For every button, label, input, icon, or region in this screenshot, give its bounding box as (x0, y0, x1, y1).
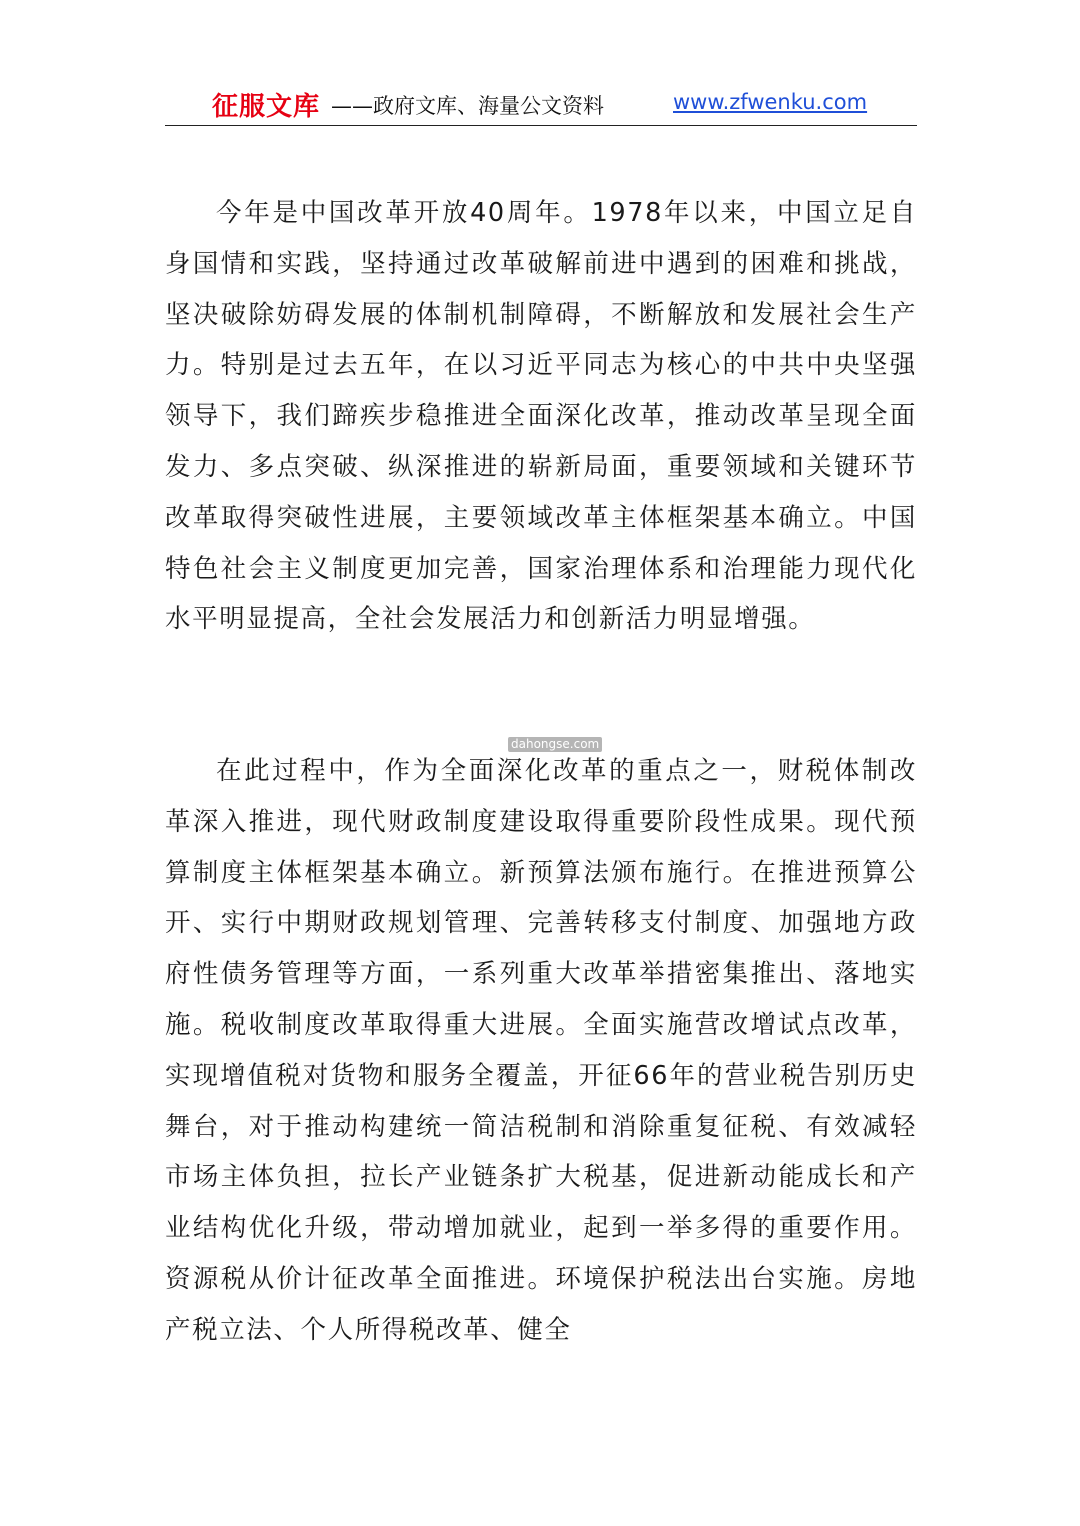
body-paragraph-2: 在此过程中，作为全面深化改革的重点之一，财税体制改革深入推进，现代财政制度建设取得重要阶段性成果。现代预算制度主体框架基本确立。新预算法颁布施行。在推进预算公开、实行中期财政规划管理、完善转移支付制度、加强地方政府性债务管理等方面，一系列重大改革举措密集推出、落地实施。税收制度改革取得重大进展。全面实施营改增试点改革，实现增值税对货物和服务全覆盖，开征66年的营业税告别历史舞台，对于推动构建统一简洁税制和消除重复征税、有效减轻市场主体负担，拉长产业链条扩大税基，促进新动能成长和产业结构优化升级，带动增加就业，起到一举多得的重要作用。资源税从价计征改革全面推进。环境保护税法出台实施。房地产税立法、个人所得税改革、健全 (165, 756, 917, 1345)
header-divider (165, 125, 917, 126)
site-url-link[interactable]: www.zfwenku.com (673, 90, 868, 114)
header-tagline: ——政府文库、海量公文资料 (331, 94, 604, 118)
watermark-label: dahongse.com (508, 737, 602, 752)
brand-logo-text: 征服文库 (212, 92, 321, 122)
body-paragraph-1: 今年是中国改革开放40周年。1978年以来，中国立足自身国情和实践，坚持通过改革破解前进中遇到的困难和挑战，坚决破除妨碍发展的体制机制障碍，不断解放和发展社会生产力。特别是过去五年，在以习近平同志为核心的中共中央坚强领导下，我们蹄疾步稳推进全面深化改革，推动改革呈现全面发力、多点突破、纵深推进的崭新局面，重要领域和关键环节改革取得突破性进展，主要领域改革主体框架基本确立。中国特色社会主义制度更加完善，国家治理体系和治理能力现代化水平明显提高，全社会发展活力和创新活力明显增强。 (165, 198, 917, 635)
page-header (165, 84, 917, 124)
